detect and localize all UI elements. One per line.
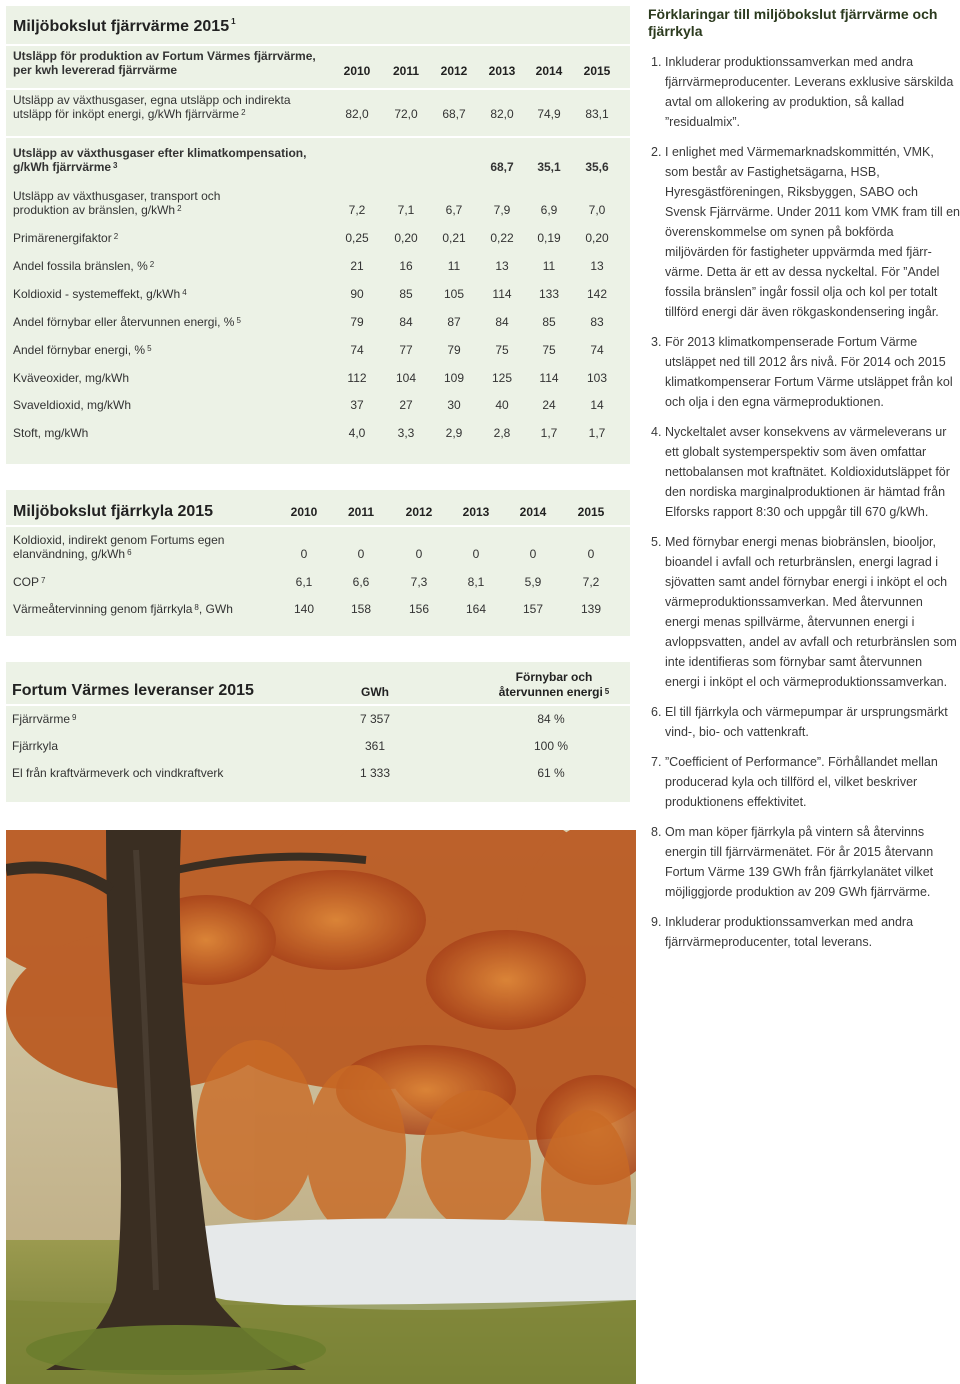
- heat-value-cell: 84: [495, 315, 509, 329]
- note-item: [648, 532, 960, 692]
- heat-value-cell: 125: [491, 371, 513, 385]
- heat-value-cell: 3,3: [397, 426, 415, 440]
- heat-value-cell: 0,19: [537, 231, 561, 245]
- heat-value-cell: 83: [590, 315, 604, 329]
- heat-row-label: Kväveoxider, mg/kWh: [13, 371, 130, 385]
- deliveries-pct-cell: 84 %: [537, 712, 565, 726]
- note-text: Om man köper fjärrkyla på vintern så återvinns energin till fjärrvärmenätet. För år 2015 återvann Fortum Värme 139 GWh från fjärrkylanätet vilket möjliggjorde produktion av 209 GWh fjärrvärme.: [665, 825, 934, 899]
- cool-value-cell: 0: [357, 547, 365, 561]
- heat-row-label: Utsläpp av växthusgaser efter klimatkompensation, g/kWh fjärrvärme $^3$: [13, 146, 307, 174]
- heat-value-cell: 7,9: [493, 203, 511, 217]
- heat-value-cell: 24: [542, 398, 556, 412]
- deliveries-table-title: Fortum Värmes leveranser 2015: [12, 682, 254, 699]
- heat-value-cell: 0,20: [585, 231, 609, 245]
- heat-value-cell: 133: [538, 287, 560, 301]
- cool-year-header: 2010: [290, 505, 318, 519]
- cool-row-label: Koldioxid, indirekt genom Fortums egen elanvändning, g/kWh $^6$: [13, 533, 225, 561]
- heat-value-cell: 142: [586, 287, 608, 301]
- heat-value-cell: 105: [443, 287, 465, 301]
- heat-row-label: Utsläpp av växthusgaser, transport och produktion av bränslen, g/kWh $^2$: [13, 189, 221, 217]
- heat-value-cell: 112: [347, 371, 367, 385]
- heat-value-cell: 40: [495, 398, 509, 412]
- heat-value-cell: 7,0: [588, 203, 606, 217]
- note-number: 9.: [651, 915, 662, 929]
- cool-table: [6, 490, 630, 636]
- cool-value-cell: 0: [415, 547, 423, 561]
- heat-value-cell: 27: [399, 398, 413, 412]
- heat-value-cell: 0,25: [345, 231, 369, 245]
- heat-value-cell: 79: [350, 315, 364, 329]
- heat-value-cell: 7,2: [348, 203, 366, 217]
- heat-row-label: Andel förnybar energi, % $^5$: [13, 343, 152, 357]
- deliveries-row-label: El från kraftvärmeverk och vindkraftverk: [12, 766, 224, 780]
- cool-value-cell: 0: [587, 547, 595, 561]
- cool-value-cell: 0: [529, 547, 537, 561]
- heat-value-cell: 6,9: [540, 203, 558, 217]
- heat-value-cell: 90: [350, 287, 364, 301]
- heat-value-cell: 0,21: [442, 231, 466, 245]
- heat-value-cell: 11: [447, 259, 461, 273]
- note-item: [648, 332, 960, 412]
- deliveries-pct-cell: 61 %: [537, 766, 565, 780]
- note-text: För 2013 klimatkompenserade Fortum Värme utsläppet ned till 2012 års nivå. För 2014 och 2015 klimatkompenserar Fortum Värme utsläppet från kol och olja i den egna värmeproduktionen.: [665, 335, 953, 409]
- heat-row-label: Andel förnybar eller återvunnen energi, % $^5$: [13, 315, 241, 329]
- note-number: 5.: [651, 535, 662, 549]
- cool-year-header: 2013: [462, 505, 490, 519]
- heat-value-cell: 82,0: [490, 107, 514, 121]
- heat-year-header: 2012: [440, 64, 468, 78]
- heat-value-cell: 7,1: [397, 203, 415, 217]
- heat-value-cell: 14: [590, 398, 604, 412]
- heat-row-label: Svaveldioxid, mg/kWh: [13, 398, 132, 412]
- heat-value-cell: 114: [539, 371, 559, 385]
- note-text: El till fjärrkyla och värmepumpar är ursprungsmärkt vind-, bio- och vattenkraft.: [665, 705, 948, 739]
- heat-value-cell: 114: [492, 287, 512, 301]
- heat-value-cell: 35,1: [537, 160, 561, 174]
- heat-value-cell: 68,7: [490, 160, 514, 174]
- heat-value-cell: 30: [447, 398, 461, 412]
- cool-value-cell: 0: [300, 547, 308, 561]
- note-number: 1.: [651, 55, 662, 69]
- heat-value-cell: 16: [399, 259, 413, 273]
- heat-value-cell: 74: [350, 343, 364, 357]
- deliveries-table: [6, 662, 630, 802]
- heat-table: [6, 6, 630, 464]
- heat-value-cell: 35,6: [585, 160, 609, 174]
- cool-value-cell: 0: [472, 547, 480, 561]
- notes-column: [648, 6, 960, 962]
- deliveries-gwh-cell: 361: [364, 739, 386, 753]
- note-text: Med förnybar energi menas biobränslen, biooljor, bioandel i avfall och returbränslen, energi lagrad i sjövatten samt andel förnybar energi i inköpt el och värmeproduktionssamverkan. Med återvunnen energi menas spillvärme, återvunnen energi i avloppsvatten, andel av avfall och returbränslen som inte identifieras som förnybar samt återvunnen energi i inköpt el och värmeproduktionssamverkan.: [665, 535, 957, 689]
- heat-value-cell: 75: [542, 343, 556, 357]
- note-item: [648, 822, 960, 902]
- heat-row-label: Stoft, mg/kWh: [13, 426, 89, 440]
- cool-value-cell: 6,1: [295, 575, 313, 589]
- note-number: 4.: [651, 425, 662, 439]
- cool-row-label: Värmeåtervinning genom fjärrkyla $^8$, GWh: [13, 602, 233, 616]
- heat-value-cell: 2,9: [445, 426, 463, 440]
- heat-value-cell: 72,0: [394, 107, 418, 121]
- heat-value-cell: 109: [443, 371, 465, 385]
- cool-value-cell: 6,6: [352, 575, 370, 589]
- note-text: I enlighet med Värmemarknadskommittén, VMK, som består av Fastighetsägarna, HSB, Hyresgästföreningen, Riksbyggen, SABO och Svensk Fjärrvärme. Under 2011 kom VMK fram till en överenskommelse om synen på bokförda miljövärden för fastigheter uppvärmda med fjärr-värme. Detta är ett av dessa nyckeltal. För ”Andel fossila bränslen” ingår fossil olja och kol per totalt tillförd energi där även rökgaskondensering ingår.: [665, 145, 960, 319]
- cool-value-cell: 158: [350, 602, 372, 616]
- cool-value-cell: 157: [522, 602, 544, 616]
- deliveries-pct-cell: 100 %: [533, 739, 569, 753]
- heat-value-cell: 104: [395, 371, 417, 385]
- heat-value-cell: 83,1: [585, 107, 609, 121]
- heat-year-header: 2014: [535, 64, 563, 78]
- cool-value-cell: 140: [293, 602, 315, 616]
- heat-value-cell: 68,7: [442, 107, 466, 121]
- note-text: Nyckeltalet avser konsekvens av värmeleverans ur ett globalt systemperspektiv som även omfattar nettobalansen mot kraftnätet. Koldioxidutsläppet för den nordiska marginalproduktionen är hämtad från Elforsks rapport 8:30 och uppgår till 670 g/kWh.: [665, 425, 950, 519]
- deliveries-gwh-cell: 7 357: [359, 712, 391, 726]
- note-item: [648, 912, 960, 952]
- heat-value-cell: 6,7: [445, 203, 463, 217]
- cool-value-cell: 139: [580, 602, 602, 616]
- note-number: 3.: [651, 335, 662, 349]
- cool-value-cell: 7,2: [582, 575, 600, 589]
- cool-year-header: 2011: [347, 505, 375, 519]
- snow: [166, 1219, 636, 1310]
- heat-value-cell: 84: [399, 315, 413, 329]
- deliveries-col-gwh: GWh: [361, 685, 389, 699]
- cool-year-header: 2014: [519, 505, 547, 519]
- note-item: [648, 52, 960, 132]
- note-number: 8.: [651, 825, 662, 839]
- heat-row-label: Andel fossila bränslen, % $^2$: [13, 259, 155, 273]
- note-item: [648, 752, 960, 812]
- cool-value-cell: 7,3: [410, 575, 428, 589]
- deliveries-row-label: Fjärrvärme $^9$: [12, 712, 77, 726]
- heat-value-cell: 37: [350, 398, 364, 412]
- heat-value-cell: 82,0: [345, 107, 369, 121]
- heat-value-cell: 21: [350, 259, 364, 273]
- heat-value-cell: 13: [590, 259, 604, 273]
- heat-table-header-label: Utsläpp för produktion av Fortum Värmes fjärrvärme, per kwh levererad fjärrvärme: [13, 49, 316, 77]
- heat-value-cell: 1,7: [540, 426, 558, 440]
- cool-row-label: COP $^7$: [13, 575, 46, 589]
- heat-value-cell: 1,7: [588, 426, 606, 440]
- heat-value-cell: 103: [586, 371, 608, 385]
- deliveries-gwh-cell: 1 333: [359, 766, 391, 780]
- heat-value-cell: 75: [495, 343, 509, 357]
- cool-value-cell: 5,9: [524, 575, 542, 589]
- note-item: [648, 702, 960, 742]
- deliveries-row-label: Fjärrkyla: [12, 739, 59, 753]
- heat-year-header: 2015: [583, 64, 611, 78]
- heat-year-header: 2013: [488, 64, 516, 78]
- heat-table-title: Miljöbokslut fjärrvärme 2015 $^1$: [13, 17, 236, 35]
- cool-value-cell: 164: [465, 602, 487, 616]
- heat-value-cell: 11: [542, 259, 556, 273]
- heat-row-label: Primärenergifaktor $^2$: [13, 231, 119, 245]
- heat-value-cell: 0,22: [490, 231, 514, 245]
- heat-value-cell: 85: [542, 315, 556, 329]
- heat-value-cell: 85: [399, 287, 413, 301]
- cool-table-title: Miljöbokslut fjärrkyla 2015: [13, 503, 214, 520]
- heat-value-cell: 77: [399, 343, 413, 357]
- cool-value-cell: 156: [408, 602, 430, 616]
- autumn-tree-photo: [6, 830, 636, 1384]
- deliveries-col-renewable: Förnybar och återvunnen energi $^5$: [498, 670, 610, 699]
- heat-value-cell: 4,0: [348, 426, 366, 440]
- note-text: Inkluderar produktionssamverkan med andra fjärrvärmeproducenter. Leverans exklusive särskilda avtal om allokering av produktion, så kallad ”residualmix”.: [665, 55, 954, 129]
- heat-row-label: Utsläpp av växthusgaser, egna utsläpp och indirekta utsläpp för inköpt energi, g/kWh fjärrvärme $^2$: [13, 93, 291, 121]
- note-text: Inkluderar produktionssamverkan med andra fjärrvärmeproducenter, total leverans.: [665, 915, 914, 949]
- cool-year-header: 2012: [405, 505, 433, 519]
- notes-title: Förklaringar till miljöbokslut fjärrvärme och fjärrkyla: [648, 6, 938, 39]
- note-number: 6.: [651, 705, 662, 719]
- heat-row-label: Koldioxid - systemeffekt, g/kWh $^4$: [13, 287, 187, 301]
- note-number: 7.: [651, 755, 662, 769]
- heat-value-cell: 74: [590, 343, 604, 357]
- cool-year-header: 2015: [577, 505, 605, 519]
- note-number: 2.: [651, 145, 662, 159]
- heat-value-cell: 0,20: [394, 231, 418, 245]
- heat-value-cell: 74,9: [537, 107, 561, 121]
- note-item: [648, 142, 960, 322]
- note-item: [648, 422, 960, 522]
- cool-value-cell: 8,1: [467, 575, 485, 589]
- heat-year-header: 2010: [343, 64, 371, 78]
- heat-value-cell: 87: [447, 315, 461, 329]
- heat-value-cell: 2,8: [493, 426, 511, 440]
- heat-year-header: 2011: [392, 64, 420, 78]
- note-text: ”Coefficient of Performance”. Förhållandet mellan producerad kyla och tillförd el, vilket beskriver produktionens effektivitet.: [665, 755, 938, 809]
- heat-value-cell: 79: [447, 343, 461, 357]
- heat-value-cell: 13: [495, 259, 509, 273]
